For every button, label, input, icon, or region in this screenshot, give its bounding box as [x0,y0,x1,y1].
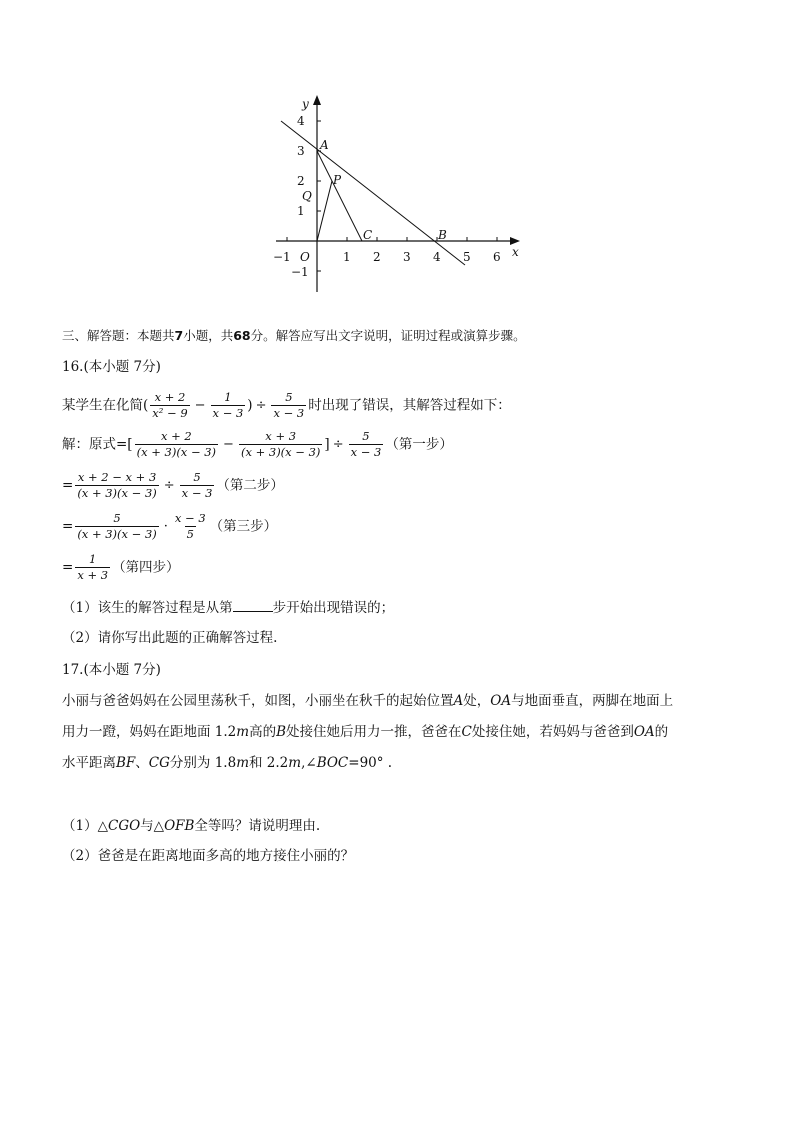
fraction: $\frac{x + 2}{(x + 3)(x - 3)}$ [136,429,217,459]
fraction: $\frac{5}{(x + 3)(x - 3)}$ [77,511,157,541]
q17-sub1: （1）△CGO与△OFB全等吗？请说明理由. [62,818,321,834]
q16-step3: = $\frac{5}{(x + 3)(x - 3)}$ · $\frac{x - 3}{5}$ （第三步） [62,511,278,541]
x-axis-arrow [510,237,520,245]
q16-step2: = $\frac{x + 2 - x + 3}{(x + 3)(x - 3)}$ ÷ $\frac{5}{x - 3}$ （第二步） [62,470,284,500]
x-tick-5: 5 [463,250,471,264]
fraction: $\frac{x + 2}{\text{x² − 9}}$ [152,390,188,420]
point-label-C: C [363,228,373,242]
q16-step4: = $\frac{1}{x + 3}$ （第四步） [62,552,180,582]
q17-para-line1: 小丽与爸爸妈妈在公园里荡秋千，如图，小丽坐在秋千的起始位置A处，OA与地面垂直，两脚在地面上 [62,693,674,709]
x-tick-3: 3 [403,250,411,264]
q17-sub2: （2）爸爸是在距离地面多高的地方接住小丽的？ [62,848,355,864]
origin-label: O [300,250,310,264]
q16-intro: 某学生在化简( $\frac{x + 2}{\text{x² − 9}}$ − $\frac{1}{x - 3}$ ) ÷ $\frac{5}{x - 3}$ 时出现了错误，其解答过程如下： [62,390,511,420]
y-axis-label: y [302,97,309,111]
x-axis-label: x [512,245,519,259]
q16-part2: （2）请你写出此题的正确解答过程. [62,630,278,646]
point-label-B: B [438,228,447,242]
fraction: $\frac{1}{x + 3}$ [77,552,109,582]
fraction: $\frac{5}{x - 3}$ [273,390,305,420]
point-label-A: A [320,138,329,152]
coordinate-figure [268,92,528,297]
fraction: $\frac{5}{x - 3}$ [350,429,382,459]
answer-blank[interactable] [233,597,273,612]
q17-para-line3: 水平距离BF、CG分别为 1.8m和 2.2m,∠BOC=90° . [62,755,393,771]
y-tick-2: 2 [297,174,305,188]
x-tick-1: 1 [343,250,351,264]
x-tick-2: 2 [373,250,381,264]
point-label-Q: Q [302,189,312,203]
x-tick-4: 4 [433,250,441,264]
y-axis-arrow [313,95,321,105]
q16-step1: 解：原式=[ $\frac{x + 2}{(x + 3)(x - 3)}$ − $\frac{x + 3}{(x + 3)(x - 3)}$ ] ÷ $\frac{5}{x - 3}$ （第一步） [62,429,453,459]
fraction: $\frac{x - 3}{5}$ [174,511,206,541]
fraction: $\frac{5}{x - 3}$ [181,470,213,500]
y-tick-4: 4 [297,114,305,128]
x-tick-neg1: −1 [273,250,291,264]
y-tick-1: 1 [297,204,305,218]
q17-header: 17.(本小题 7分) [62,662,161,678]
q17-para-line2: 用力一蹬，妈妈在距地面 1.2m高的B处接住她后用力一推，爸爸在C处接住她，若妈妈与爸爸到OA的 [62,724,669,740]
q16-part1: （1）该生的解答过程是从第 步开始出现错误的； [62,597,394,618]
y-tick-3: 3 [297,144,305,158]
section3-heading: 三、解答题：本题共7小题，共68分。解答应写出文字说明，证明过程或演算步骤。 [62,328,526,343]
fraction: $\frac{x + 3}{(x + 3)(x - 3)}$ [240,429,321,459]
fraction: $\frac{1}{x - 3}$ [212,390,244,420]
x-tick-6: 6 [493,250,501,264]
fraction: $\frac{x + 2 - x + 3}{(x + 3)(x - 3)}$ [77,470,157,500]
q16-header: 16.(本小题 7分) [62,359,161,375]
point-label-P: P [333,173,342,187]
y-tick-neg1: −1 [291,265,309,279]
segment-PC [332,181,362,241]
